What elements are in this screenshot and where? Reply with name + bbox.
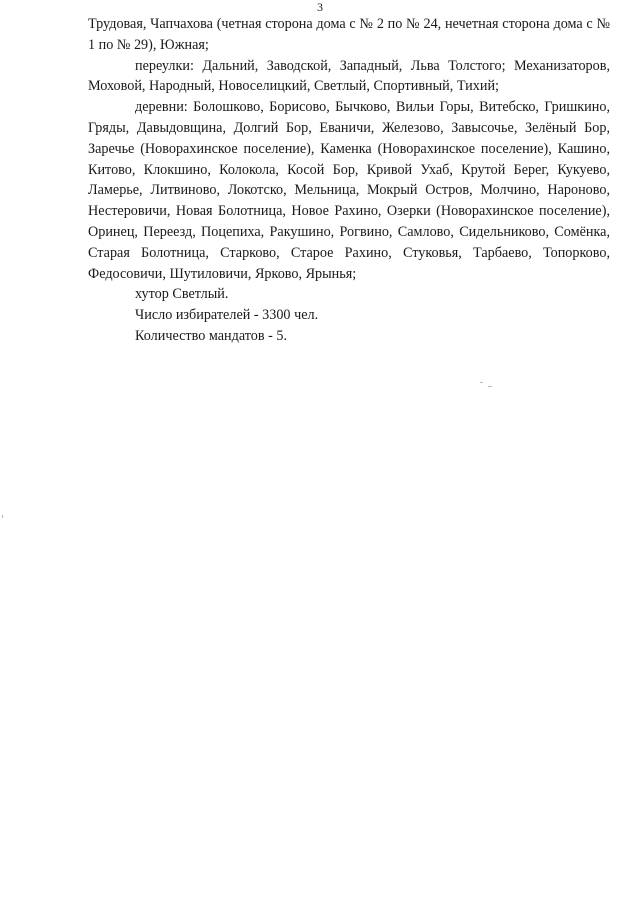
page-number: 3 [317, 0, 323, 14]
mandates-count-line: Количество мандатов - 5. [135, 327, 288, 344]
scan-speck [488, 386, 492, 387]
lanes-paragraph: переулки: Дальний, Заводской, Западный, Льва Толстого; Механизаторов, Моховой, Народный, Новоселицкий, Светлый, Спортивный, Тихий; [88, 57, 610, 95]
farmstead-line: хутор Светлый. [135, 286, 229, 303]
scan-speck [2, 515, 3, 518]
voters-count-line: Число избирателей - 3300 чел. [135, 307, 319, 324]
streets-paragraph: Трудовая, Чапчахова (четная сторона дома с № 2 по № 24, нечетная сторона дома с № 1 по № 29), Южная; [88, 16, 610, 53]
document-body [88, 14, 610, 347]
villages-paragraph: деревни: Болошково, Борисово, Бычково, Вильи Горы, Витебско, Гришкино, Гряды, Давыдовщина, Долгий Бор, Еваничи, Железово, Завысочье, Зелёный Бор, Заречье (Новорахинское поселение), Каменка (Новорахинское поселение), Кашино, Китово, Клокшино, Колокола, Косой Бор, Кривой Ухаб, Крутой Берег, Кукуево, Ламерье, Литвиново, Локотско, Мельница, Мокрый Остров, Молчино, Нароново, Нестеровичи, Новая Болотница, Новое Рахино, Озерки (Новорахинское поселение), Оринец, Переезд, Поцепиха, Ракушино, Рогвино, Самлово, Сидельниково, Сомёнка, Старая Болотница, Старково, Старое Рахино, Стуковья, Тарбаево, Топорково, Федосовичи, Шутиловичи, Ярково, Ярынья; [88, 99, 610, 282]
scan-speck [480, 382, 483, 383]
